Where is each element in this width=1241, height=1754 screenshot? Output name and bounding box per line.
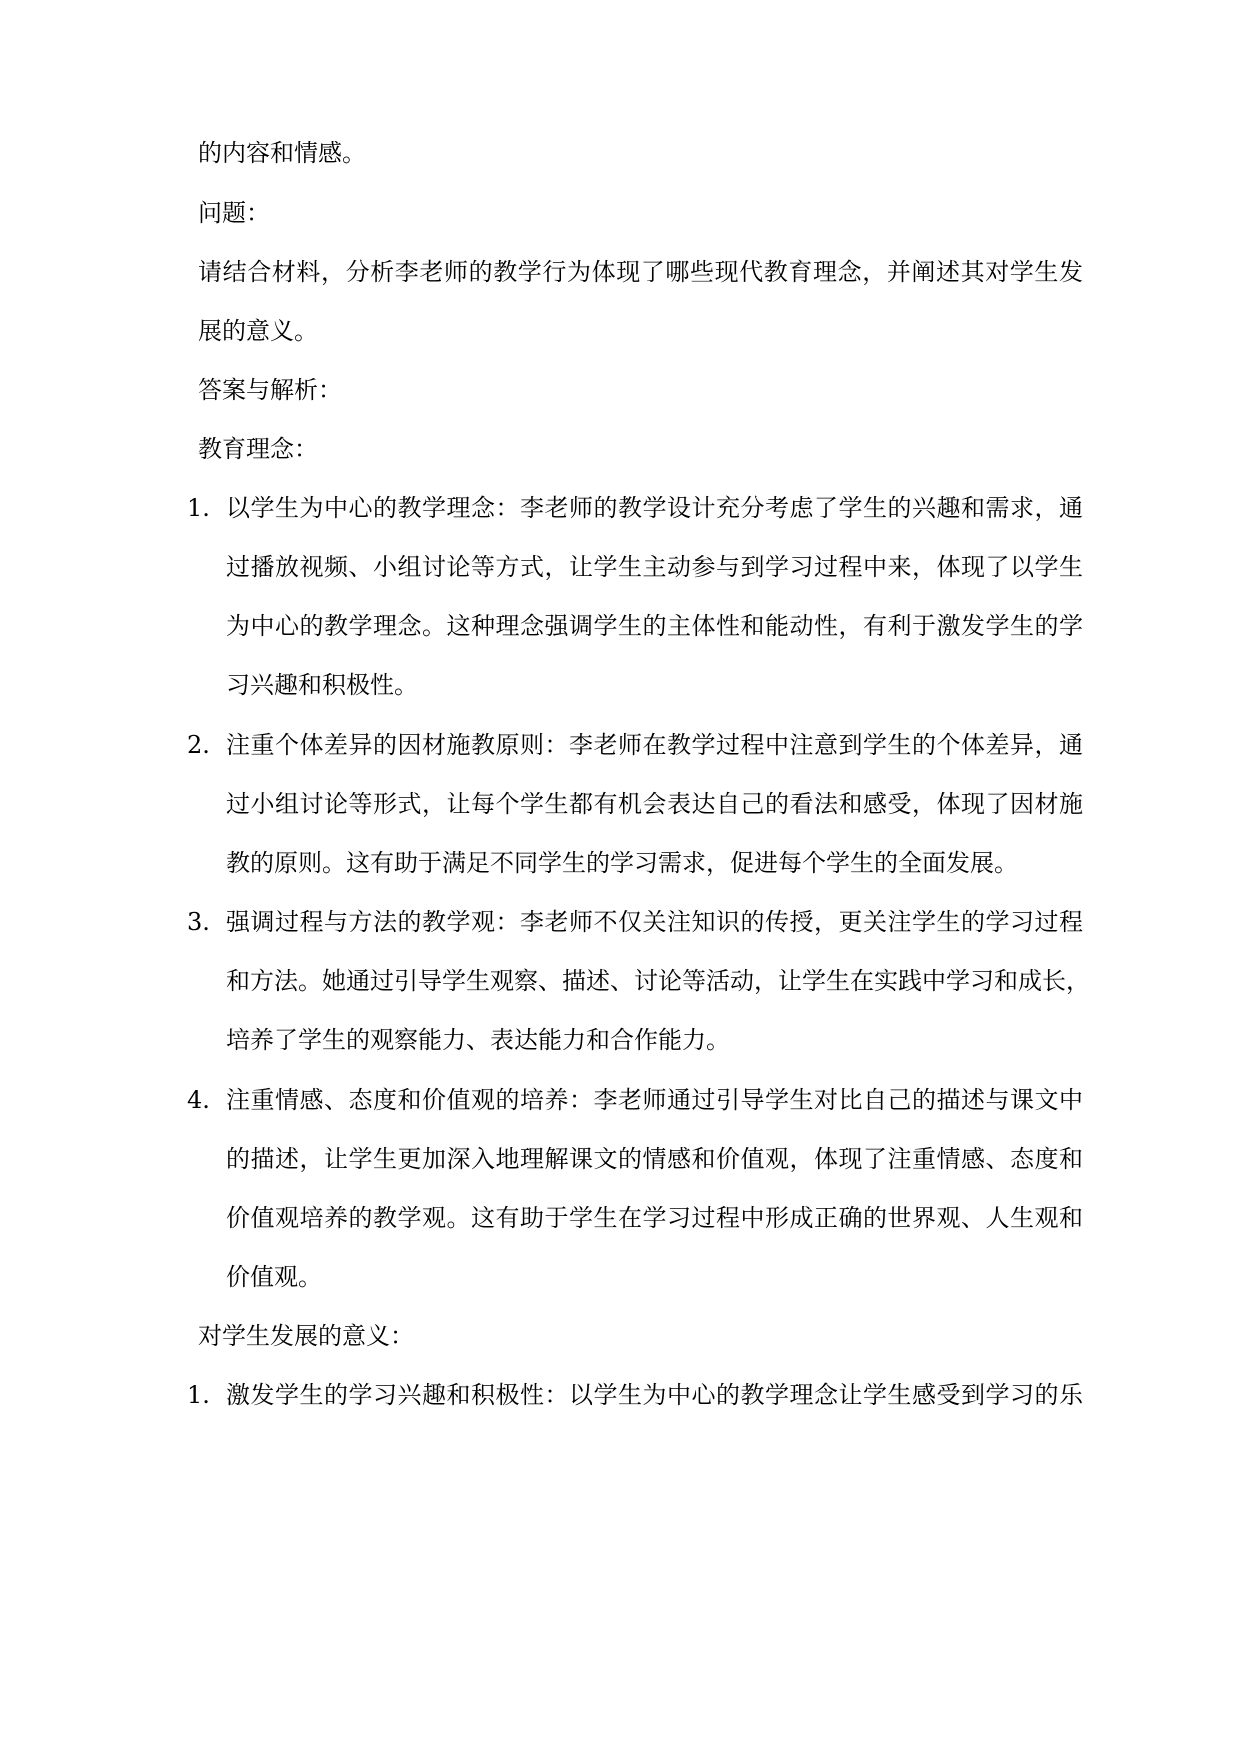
list-item-line: 激发学生的学习兴趣和积极性：以学生为中心的教学理念让学生感受到学习的乐 <box>226 1381 1083 1409</box>
list-item-line: 和方法。她通过引导学生观察、描述、讨论等活动，让学生在实践中学习和成长， <box>226 967 1090 995</box>
list-item-line: 价值观。 <box>226 1263 322 1291</box>
intro-line: 的内容和情感。 <box>198 139 366 167</box>
list-item-line: 强调过程与方法的教学观：李老师不仅关注知识的传授，更关注学生的学习过程 <box>226 908 1083 936</box>
question-line-1: 请结合材料，分析李老师的教学行为体现了哪些现代教育理念，并阐述其对学生发 <box>198 258 1083 286</box>
list-number: 4. <box>187 1086 210 1114</box>
list-item-line: 培养了学生的观察能力、表达能力和合作能力。 <box>226 1026 730 1054</box>
list-item-line: 过小组讨论等形式，让每个学生都有机会表达自己的看法和感受，体现了因材施 <box>226 790 1083 818</box>
list-number: 1. <box>187 1381 210 1409</box>
list-item-line: 习兴趣和积极性。 <box>226 671 418 699</box>
section-title-concepts: 教育理念： <box>198 435 318 463</box>
list-item-line: 注重个体差异的因材施教原则：李老师在教学过程中注意到学生的个体差异，通 <box>226 731 1083 759</box>
list-item-line: 为中心的教学理念。这种理念强调学生的主体性和能动性，有利于激发学生的学 <box>226 612 1083 640</box>
question-label: 问题： <box>198 199 270 227</box>
question-line-2: 展的意义。 <box>198 317 318 345</box>
list-number: 2. <box>187 731 210 759</box>
list-item-line: 教的原则。这有助于满足不同学生的学习需求，促进每个学生的全面发展。 <box>226 849 1018 877</box>
list-item-line: 以学生为中心的教学理念：李老师的教学设计充分考虑了学生的兴趣和需求，通 <box>226 494 1083 522</box>
section-title-significance: 对学生发展的意义： <box>198 1322 414 1350</box>
list-item-line: 过播放视频、小组讨论等方式，让学生主动参与到学习过程中来，体现了以学生 <box>226 553 1083 581</box>
list-item-line: 注重情感、态度和价值观的培养：李老师通过引导学生对比自己的描述与课文中 <box>226 1086 1083 1114</box>
list-number: 1. <box>187 494 210 522</box>
answer-label: 答案与解析： <box>198 376 342 404</box>
list-item-line: 价值观培养的教学观。这有助于学生在学习过程中形成正确的世界观、人生观和 <box>226 1204 1083 1232</box>
list-item-line: 的描述，让学生更加深入地理解课文的情感和价值观，体现了注重情感、态度和 <box>226 1145 1083 1173</box>
list-number: 3. <box>187 908 210 936</box>
